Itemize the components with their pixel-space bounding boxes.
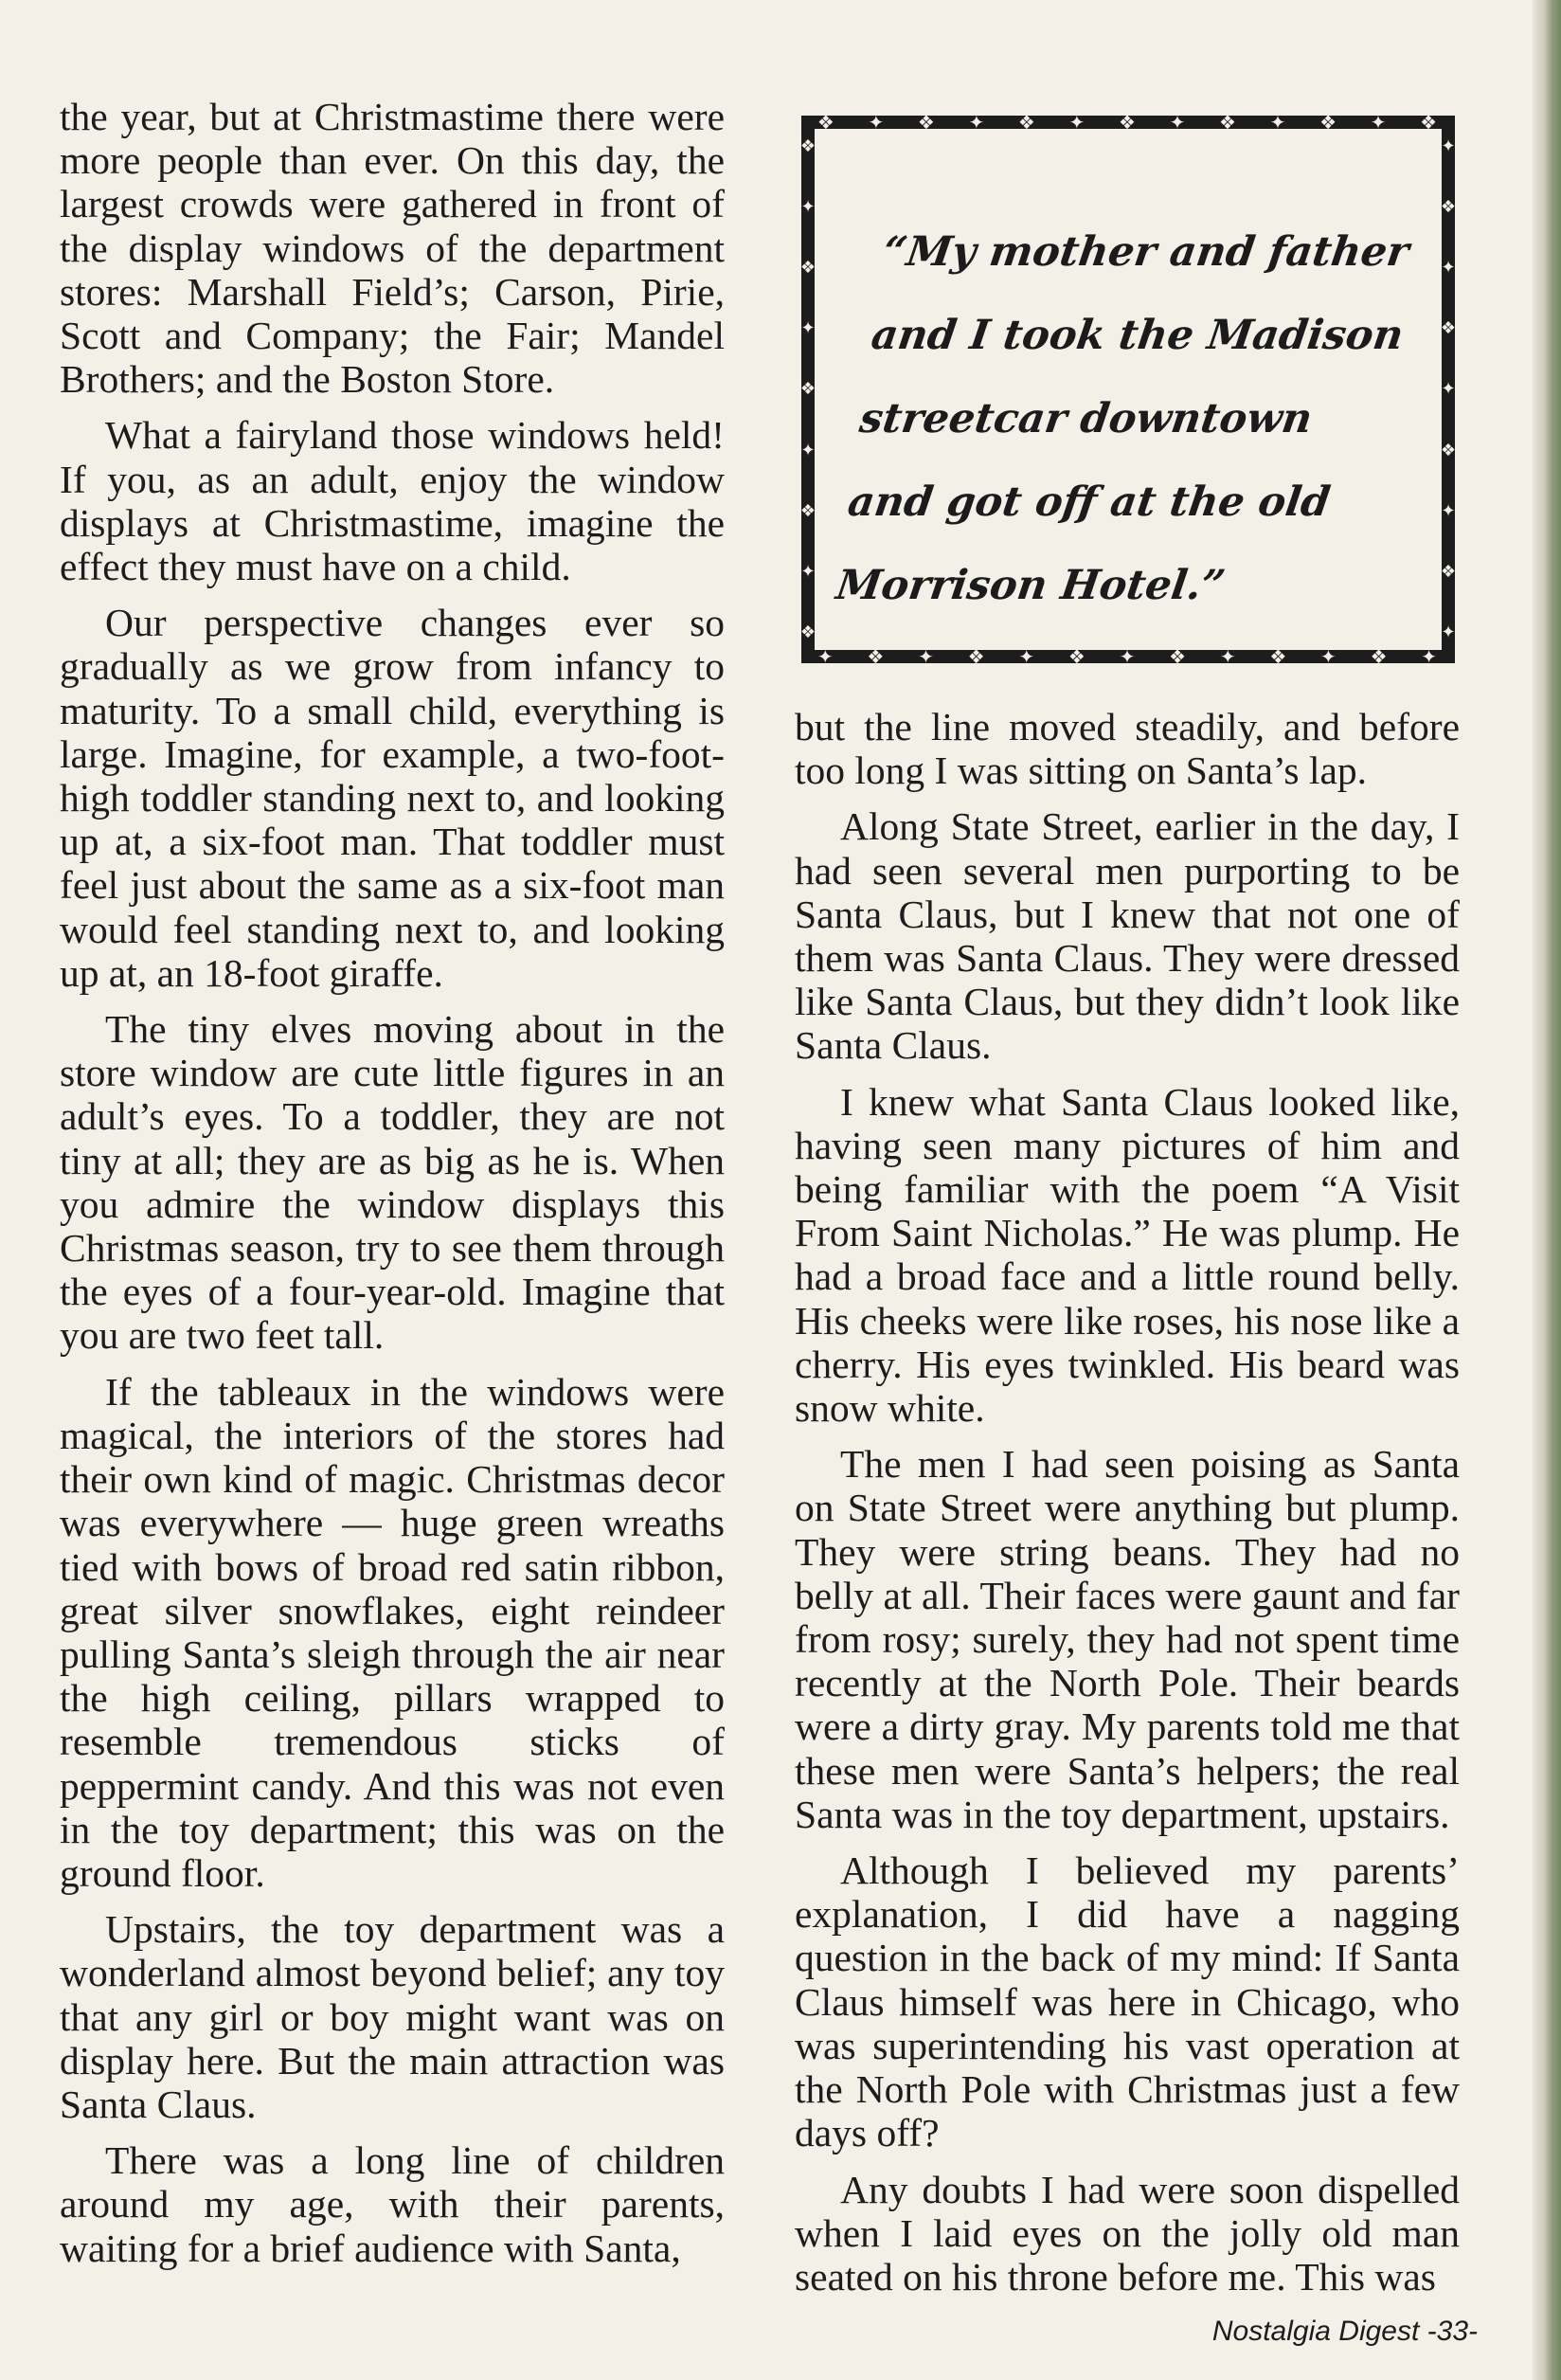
page-footer: Nostalgia Digest -33- (1211, 2316, 1478, 2347)
holly-ornament-right: ✦ ❖ ✦ ❖ ✦ ❖ ✦ ❖ ✦ (1440, 135, 1457, 642)
pull-quote-line: and I took the Madison (868, 312, 1407, 359)
paragraph: There was a long line of children around my age, with their parents, waiting for a brief audience with Santa, (60, 2138, 725, 2270)
paragraph: Upstairs, the toy department was a wonderland almost beyond belief; any toy that any girl or boy might want was on display here. But the main attraction was Santa Claus. (60, 1907, 725, 2126)
paragraph: What a fairyland those windows held! If you, as an adult, enjoy the window displays at Christmastime, imagine the effect they must have on a child. (60, 413, 725, 589)
paragraph: the year, but at Christmastime there were more people than ever. On this day, the largest crowds were gathered in front of the display windows of the department stores: Marshall Field’s; Carson, Pirie, Scott and Company; the Fair; Mandel Brothers; and the Boston Store. (60, 95, 725, 402)
paragraph: but the line moved steadily, and before too long I was sitting on Santa’s lap. (795, 705, 1460, 793)
paragraph: Our perspective changes ever so gradually as we grow from infancy to maturity. To a small child, everything is large. Imagine, for example, a two-foot-high toddler standing next to, and looking up at, a six-foot man. That toddler must feel just about the same as a six-foot man would feel standing next to, and looking up at, an 18-foot giraffe. (60, 601, 725, 995)
pull-quote-line: Morrison Hotel.” (833, 562, 1229, 609)
pull-quote-line: and got off at the old (845, 478, 1334, 526)
pull-quote-box (799, 112, 1457, 668)
page-edge (1533, 0, 1561, 2380)
pull-quote-text (831, 210, 1439, 627)
pull-quote-line: streetcar downtown (856, 395, 1316, 442)
holly-ornament-bottom: ✦ ❖ ✦ ❖ ✦ ❖ ✦ ❖ ✦ ❖ ✦ ❖ ✦ (816, 646, 1440, 668)
paragraph: Any doubts I had were soon dispelled when I laid eyes on the jolly old man seated on his throne before me. This was (795, 2167, 1460, 2299)
pull-quote-line: “My mother and father (880, 228, 1412, 276)
holly-ornament-left: ❖ ✦ ❖ ✦ ❖ ✦ ❖ ✦ ❖ (799, 135, 816, 642)
paragraph: Although I believed my parents’ explanation, I did have a nagging question in the back of my mind: If Santa Claus himself was here in Chicago, who was superintending his vast operation at the North Pole with Christmas just a few days off? (795, 1848, 1460, 2155)
left-column (60, 95, 725, 2282)
right-column (795, 705, 1460, 2311)
paragraph: Along State Street, earlier in the day, I had seen several men purporting to be Santa Claus, but I knew that not one of them was Santa Claus. They were dressed like Santa Claus, but they didn’t look like Santa Claus. (795, 804, 1460, 1068)
paragraph: I knew what Santa Claus looked like, having seen many pictures of him and being familiar with the poem “A Visit From Saint Nicholas.” He was plump. He had a broad face and a little round belly. His cheeks were like roses, his nose like a cherry. His eyes twinkled. His beard was snow white. (795, 1079, 1460, 1431)
paragraph: The men I had seen poising as Santa on State Street were anything but plump. They were string beans. They had no belly at all. Their faces were gaunt and far from rosy; surely, they had not spent time recently at the North Pole. Their beards were a dirty gray. My parents told me that these men were Santa’s helpers; the real Santa was in the toy department, upstairs. (795, 1442, 1460, 1836)
holly-ornament-top: ❖ ✦ ❖ ✦ ❖ ✦ ❖ ✦ ❖ ✦ ❖ ✦ ❖ (816, 112, 1440, 134)
paragraph: If the tableaux in the windows were magical, the interiors of the stores had their own kind of magic. Christmas decor was everywhere — huge green wreaths tied with bows of broad red satin ribbon, great silver snowflakes, eight reindeer pulling Santa’s sleigh through the air near the high ceiling, pillars wrapped to resemble tremendous sticks of peppermint candy. And this was not even in the toy department; this was on the ground floor. (60, 1369, 725, 1895)
paragraph: The tiny elves moving about in the store window are cute little figures in an adult’s eyes. To a toddler, they are not tiny at all; they are as big as he is. When you admire the window displays this Christmas season, try to see them through the eyes of a four-year-old. Imagine that you are two feet tall. (60, 1007, 725, 1358)
